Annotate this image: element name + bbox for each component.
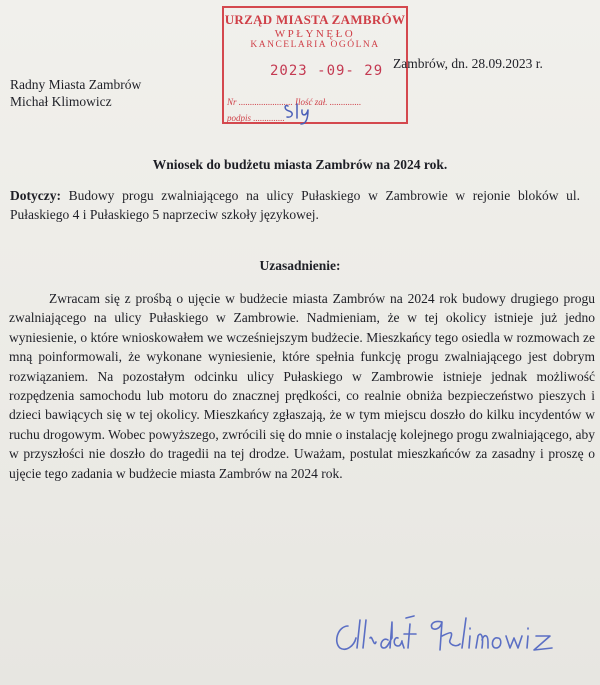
stamp-initials-signature	[282, 100, 322, 126]
subject-paragraph	[10, 186, 580, 224]
stamp-received: WPŁYNĘŁO	[274, 28, 356, 40]
author-title: Radny Miasta Zambrów	[10, 77, 142, 92]
document-title: Wniosek do budżetu miasta Zambrów na 2024 rok.	[152, 157, 448, 172]
stamp-department: KANCELARIA OGÓLNA	[250, 40, 380, 50]
handwritten-signature	[330, 612, 580, 662]
stamp-date: 2023 -09- 29	[270, 63, 384, 79]
subject-label: Dotyczy:	[10, 188, 61, 203]
stamp-number-line: Nr ........................ Ilość zał. ..............	[227, 97, 362, 107]
registration-stamp	[222, 6, 408, 124]
author-name: Michał Klimowicz	[10, 94, 112, 109]
justification-body: Zwracam się z prośbą o ujęcie w budżecie miasta Zambrów na 2024 rok budowy drugiego progu zwalniającego na ulicy Pułaskiego w Zambrowie. Nadmieniam, że w tej okolicy istnieje już jedno wyniesienie, o które wnioskowałem we wcześniejszym budżecie. Mieszkańcy tego osiedla w rozmowach ze mną poinformowali, że wykonane wyniesienie, które spełnia funkcję progu zwalniającego jest dobrym rozwiązaniem. Na pozostałym odcinku ulicy Pułaskiego w Zambrowie istnieje jednak możliwość rozpędzenia samochodu lub motoru do znacznej prędkości, co realnie obniża bezpieczeństwo pieszych i dzieci bawiących się w tej okolicy. Mieszkańcy zgłaszają, że w tym miejscu doszło do kilku incydentów w ruchu drogowym. Wobec powyższego, zwrócili się do mnie o instalację kolejnego progu zwalniającego, aby w przyszłości nie doszło do tragedii na tej drodze. Uważam, postulat mieszkańców za zasadny i proszę o ujęcie tego zadania w budżecie miasta Zambrów na 2024 rok.	[9, 291, 595, 481]
author-block	[10, 76, 141, 110]
stamp-signature-line: podpis ..............	[227, 113, 285, 123]
justification-heading: Uzasadnienie:	[259, 258, 341, 273]
place-and-date: Zambrów, dn. 28.09.2023 r.	[393, 56, 543, 71]
stamp-office: URZĄD MIASTA ZAMBRÓW	[224, 12, 406, 27]
subject-text: Budowy progu zwalniającego na ulicy Pułaskiego w Zambrowie w rejonie bloków ul. Pułaskiego 4 i Pułaskiego 5 naprzeciw szkoły językowej.	[10, 188, 580, 222]
